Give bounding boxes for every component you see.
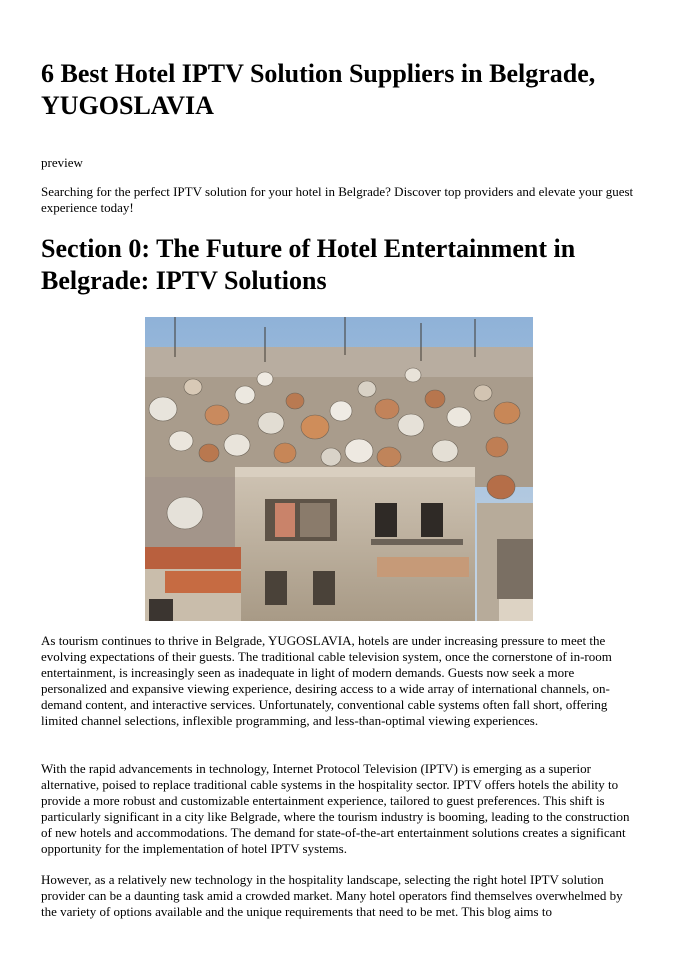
preview-label: preview: [41, 155, 83, 170]
section-heading: Section 0: The Future of Hotel Entertainment in Belgrade: IPTV Solutions: [41, 234, 576, 295]
page-title: 6 Best Hotel IPTV Solution Suppliers in Belgrade, YUGOSLAVIA: [41, 59, 596, 120]
body-paragraph: With the rapid advancements in technology, Internet Protocol Television (IPTV) is emerging as a superior alternative, poised to replace traditional cable systems in the hospitality sector. IPTV offers hotels the ability to provide a more robust and customizable entertainment experience, tailored to guest preferences. This shift is particularly significant in a city like Belgrade, where the tourism industry is booming, leading to the construction of new hotels and accommodations. The demand for state-of-the-art entertainment solutions creates a significant opportunity for the implementation of hotel IPTV systems.: [41, 761, 630, 856]
body-paragraph: However, as a relatively new technology in the hospitality landscape, selecting the right hotel IPTV solution provider can be a daunting task amid a crowded market. Many hotel operators find themselves overwhelmed by the variety of options available and the unique requirements that need to be met. This blog aims to: [41, 872, 623, 919]
body-paragraph: As tourism continues to thrive in Belgrade, YUGOSLAVIA, hotels are under increasing pressure to meet the evolving expectations of their guests. The traditional cable television system, once the cornerstone of in-room entertainment, is increasingly seen as inadequate in light of modern demands. Guests now seek a more personalized and expansive viewing experience, desiring access to a wide array of international channels, on-demand content, and interactive services. Unfortunately, conventional cable systems often fall short, offering limited channel selections, inflexible programming, and less-than-optimal viewing experiences.: [41, 633, 612, 728]
intro-text: Searching for the perfect IPTV solution for your hotel in Belgrade? Discover top providers and elevate your guest experience today!: [41, 184, 634, 215]
rooftop-satellite-dishes-photo: [145, 317, 533, 621]
photo-illustration: [145, 317, 533, 621]
